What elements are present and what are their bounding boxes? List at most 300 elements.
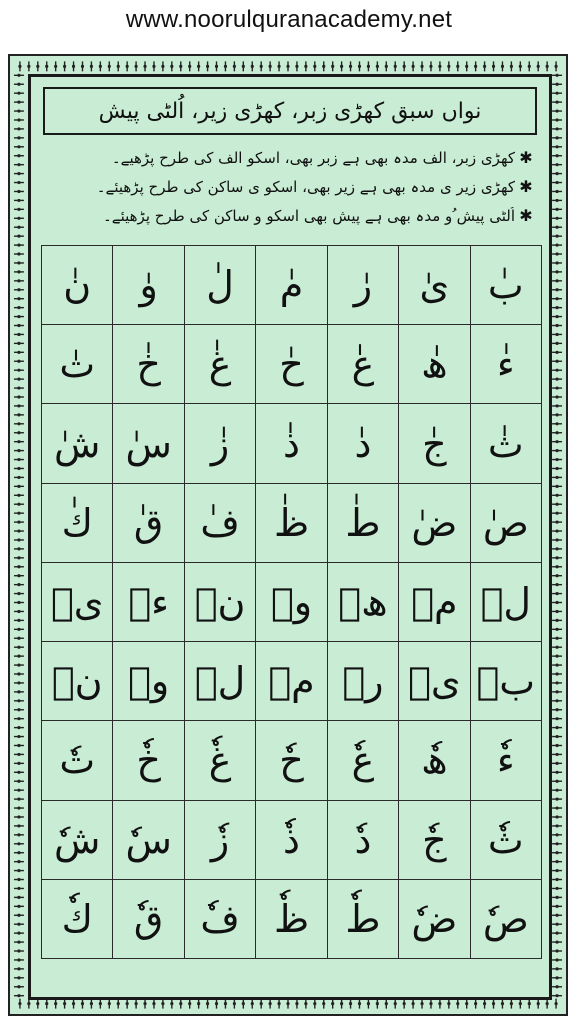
border-ornament-mark [143, 61, 146, 71]
letter-cell: كٗ [42, 880, 113, 959]
border-ornament-mark [295, 61, 298, 71]
border-ornament-mark [552, 324, 562, 327]
border-ornament-mark [197, 61, 200, 71]
lesson-title-box [43, 87, 537, 135]
border-ornament-mark [14, 681, 24, 684]
border-ornament-mark [552, 806, 562, 809]
border-ornament-mark [552, 842, 562, 845]
border-ornament-mark [99, 61, 102, 71]
border-ornament-mark [14, 208, 24, 211]
border-ornament-mark [14, 485, 24, 488]
border-ornament-mark [14, 663, 24, 666]
border-ornament-mark [14, 288, 24, 291]
letter-cell: بٖ [471, 642, 542, 721]
lesson-title: نواں سبق کھڑی زبر، کھڑی زیر، اُلٹی پیش [98, 98, 482, 124]
border-ornament-mark [14, 726, 24, 729]
border-ornament-mark [552, 279, 562, 282]
border-ornament-mark [14, 556, 24, 559]
border-ornament-mark [552, 619, 562, 622]
border-ornament-mark [14, 896, 24, 899]
border-ornament-mark [438, 999, 441, 1009]
border-ornament-mark [14, 547, 24, 550]
border-ornament-mark [14, 252, 24, 255]
border-ornament-mark [552, 574, 562, 577]
border-ornament-mark [552, 798, 562, 801]
border-ornament-mark [14, 878, 24, 881]
letter-cell: خٰ [113, 325, 184, 404]
border-ornament-mark [552, 529, 562, 532]
border-ornament-mark [552, 681, 562, 684]
border-ornament-mark [465, 999, 468, 1009]
border-ornament-mark [14, 646, 24, 649]
border-ornament-mark [552, 923, 562, 926]
border-ornament-mark [447, 999, 450, 1009]
border-ornament-mark [304, 61, 307, 71]
border-ornament-mark [403, 999, 406, 1009]
letter-cell: ھٖ [328, 563, 399, 642]
border-ornament-mark [14, 118, 24, 121]
border-ornament-mark [14, 914, 24, 917]
border-ornament-mark [14, 860, 24, 863]
border-ornament-mark [552, 154, 562, 157]
border-ornament-mark [403, 61, 406, 71]
border-ornament-mark [14, 476, 24, 479]
border-ornament-mark [14, 762, 24, 765]
asterisk-bullet-icon: ✱ [519, 148, 533, 167]
border-ornament-mark [14, 940, 24, 943]
letter-cell: وٖ [113, 642, 184, 721]
border-ornament-mark [552, 395, 562, 398]
border-ornament-mark [36, 999, 39, 1009]
border-ornament-mark [14, 708, 24, 711]
border-ornament-mark [14, 592, 24, 595]
lesson-rules [43, 143, 537, 230]
border-ornament-mark [197, 999, 200, 1009]
border-ornament-mark [552, 440, 562, 443]
border-ornament-mark [54, 999, 57, 1009]
border-ornament-mark [552, 690, 562, 693]
border-ornament-mark [546, 61, 549, 71]
border-ornament-mark [376, 61, 379, 71]
border-ornament-mark [552, 261, 562, 264]
border-ornament-mark [14, 824, 24, 827]
border-ornament-mark [552, 610, 562, 613]
border-ornament-mark [14, 163, 24, 166]
border-ornament-mark [170, 999, 173, 1009]
border-ornament-mark [552, 369, 562, 372]
border-ornament-mark [14, 610, 24, 613]
border-ornament-mark [552, 672, 562, 675]
border-ornament-mark [552, 449, 562, 452]
border-ornament-mark [14, 619, 24, 622]
border-ornament-mark [14, 512, 24, 515]
border-ornament-mark [135, 999, 138, 1009]
border-ornament-mark [14, 83, 24, 86]
border-ornament-mark [552, 753, 562, 756]
border-ornament-mark [552, 708, 562, 711]
border-ornament-mark [552, 360, 562, 363]
border-ornament-mark [14, 369, 24, 372]
border-ornament-mark [552, 744, 562, 747]
border-ornament-mark [474, 999, 477, 1009]
letter-cell: ھٰ [399, 325, 470, 404]
border-ornament-mark [14, 923, 24, 926]
border-ornament-mark [14, 226, 24, 229]
border-ornament-mark [14, 199, 24, 202]
border-ornament-mark [552, 940, 562, 943]
border-ornament-mark [552, 127, 562, 130]
border-ornament-mark [14, 789, 24, 792]
border-ornament-mark [206, 999, 209, 1009]
border-ornament-mark [552, 315, 562, 318]
letter-cell: صٗ [471, 880, 542, 959]
border-ornament-mark [420, 999, 423, 1009]
border-ornament-mark [340, 999, 343, 1009]
border-ornament-mark [552, 780, 562, 783]
letter-cell: غٰ [185, 325, 256, 404]
letter-cell: دٗ [328, 801, 399, 880]
border-ornament-mark [170, 61, 173, 71]
border-ornament-mark [108, 999, 111, 1009]
border-ornament-mark [420, 61, 423, 71]
border-ornament-mark [552, 958, 562, 961]
border-ornament-mark [552, 83, 562, 86]
border-ornament-mark [552, 869, 562, 872]
border-ornament-mark [552, 431, 562, 434]
border-ornament-mark [492, 999, 495, 1009]
letters-grid [41, 245, 542, 959]
border-ornament-mark [552, 824, 562, 827]
border-ornament-mark [552, 860, 562, 863]
border-ornament-mark [552, 949, 562, 952]
border-ornament-mark [554, 999, 557, 1009]
border-ornament-mark [233, 61, 236, 71]
border-ornament-mark [501, 999, 504, 1009]
border-ornament-mark [161, 61, 164, 71]
border-ornament-mark [14, 851, 24, 854]
letter-cell: حٗ [256, 721, 327, 800]
border-ornament-mark [322, 999, 325, 1009]
border-ornament-mark [552, 646, 562, 649]
border-ornament-mark [552, 101, 562, 104]
border-ornament-mark [385, 999, 388, 1009]
border-ornament-mark [552, 297, 562, 300]
border-ornament-mark [14, 985, 24, 988]
border-ornament-mark [14, 74, 24, 77]
border-ornament-mark [552, 994, 562, 997]
rule-text: کھڑی زبر، الف مدہ بھی ہے زبر بھی، اسکو الف کی طرح پڑھیے۔ [111, 148, 515, 167]
rule-text: اُلٹی پیش ُو مدہ بھی ہے پیش بھی اسکو و ساکن کی طرح پڑھیئے۔ [103, 206, 515, 225]
border-ornament-mark [14, 521, 24, 524]
border-ornament-mark [552, 235, 562, 238]
border-ornament-mark [14, 315, 24, 318]
border-ornament-mark [14, 261, 24, 264]
border-ornament-mark [224, 999, 227, 1009]
border-ornament-mark [510, 999, 513, 1009]
border-ornament-mark [552, 833, 562, 836]
border-ornament-mark [313, 999, 316, 1009]
border-ornament-mark [447, 61, 450, 71]
letter-cell: جٗ [399, 801, 470, 880]
border-ornament-mark [552, 252, 562, 255]
letter-cell: ثٰ [471, 404, 542, 483]
border-ornament-mark [552, 243, 562, 246]
border-ornament-mark [552, 190, 562, 193]
border-ornament-mark [14, 360, 24, 363]
border-ornament-mark [233, 999, 236, 1009]
letter-cell: تٰ [42, 325, 113, 404]
border-ornament-mark [242, 999, 245, 1009]
asterisk-bullet-icon: ✱ [519, 177, 533, 196]
border-ornament-mark [14, 235, 24, 238]
border-ornament-mark [269, 999, 272, 1009]
border-ornament-mark [135, 61, 138, 71]
border-ornament-mark [552, 663, 562, 666]
border-ornament-mark [474, 61, 477, 71]
letter-cell: طٗ [328, 880, 399, 959]
letter-cell: جٰ [399, 404, 470, 483]
border-ornament-mark [552, 109, 562, 112]
border-ornament-mark [27, 999, 30, 1009]
letter-cell: مٖ [256, 642, 327, 721]
border-ornament-mark [552, 717, 562, 720]
letter-cell: غٗ [185, 721, 256, 800]
border-ornament-mark [552, 208, 562, 211]
rule-item [43, 143, 537, 172]
border-ornament-mark [552, 136, 562, 139]
border-ornament-mark [331, 61, 334, 71]
border-ornament-mark [552, 217, 562, 220]
letter-cell: یٖ [399, 642, 470, 721]
letter-cell: خٗ [113, 721, 184, 800]
border-ornament-mark [537, 61, 540, 71]
letter-cell: بٰ [471, 246, 542, 325]
border-ornament-mark [456, 61, 459, 71]
border-ornament-mark [552, 726, 562, 729]
border-ornament-mark [552, 815, 562, 818]
border-ornament-mark [72, 61, 75, 71]
lesson-page-frame [8, 54, 568, 1016]
asterisk-bullet-icon: ✱ [519, 206, 533, 225]
border-ornament-mark [14, 467, 24, 470]
border-ornament-mark [14, 798, 24, 801]
letter-cell: ذٗ [256, 801, 327, 880]
border-ornament-mark [224, 61, 227, 71]
border-ornament-mark [552, 628, 562, 631]
border-ornament-mark [552, 145, 562, 148]
letter-cell: ءٗ [471, 721, 542, 800]
border-ornament-mark [14, 699, 24, 702]
border-ornament-mark [179, 61, 182, 71]
border-ornament-mark [552, 172, 562, 175]
border-ornament-mark [14, 690, 24, 693]
border-ornament-mark [72, 999, 75, 1009]
border-ornament-mark [14, 342, 24, 345]
border-ornament-mark [14, 869, 24, 872]
border-ornament-mark [14, 735, 24, 738]
border-ornament-mark [14, 565, 24, 568]
border-ornament-mark [429, 61, 432, 71]
border-ornament-mark [552, 351, 562, 354]
border-ornament-mark [152, 999, 155, 1009]
letter-cell: فٗ [185, 880, 256, 959]
letter-cell: قٗ [113, 880, 184, 959]
letter-cell: ثٗ [471, 801, 542, 880]
border-ornament-mark [18, 999, 21, 1009]
border-ornament-mark [117, 61, 120, 71]
border-ornament-mark [552, 333, 562, 336]
border-ornament-mark [552, 386, 562, 389]
letter-cell: یٖ [42, 563, 113, 642]
letter-cell: كٰ [42, 484, 113, 563]
border-ornament-mark [14, 422, 24, 425]
border-ornament-mark [14, 601, 24, 604]
border-ornament-mark [188, 999, 191, 1009]
border-ornament-mark [14, 136, 24, 139]
border-ornament-mark [552, 422, 562, 425]
letter-cell: نٖ [185, 563, 256, 642]
border-ornament-mark [537, 999, 540, 1009]
border-ornament-mark [552, 932, 562, 935]
border-ornament-mark [215, 999, 218, 1009]
border-ornament-mark [519, 999, 522, 1009]
rule-item [43, 201, 537, 230]
border-ornament-mark [552, 914, 562, 917]
border-ornament-mark [552, 288, 562, 291]
letter-cell: نٰ [42, 246, 113, 325]
border-ornament-mark [528, 61, 531, 71]
letter-cell: رٖ [328, 642, 399, 721]
border-ornament-mark [14, 109, 24, 112]
border-ornament-mark [286, 999, 289, 1009]
border-ornament-mark [269, 61, 272, 71]
border-ornament-mark [14, 270, 24, 273]
border-ornament-mark [14, 994, 24, 997]
border-ornament-mark [14, 574, 24, 577]
border-ornament-mark [277, 999, 280, 1009]
border-ornament-mark [14, 672, 24, 675]
border-ornament-mark [14, 628, 24, 631]
border-ornament-mark [179, 999, 182, 1009]
border-ornament-mark [394, 61, 397, 71]
border-ornament-mark [552, 199, 562, 202]
border-ornament-mark [14, 404, 24, 407]
border-ornament-mark [108, 61, 111, 71]
border-ornament-mark [340, 61, 343, 71]
border-ornament-mark [81, 999, 84, 1009]
border-ornament-mark [14, 655, 24, 658]
border-ornament-mark [215, 61, 218, 71]
border-ornament-mark [206, 61, 209, 71]
border-ornament-mark [99, 999, 102, 1009]
border-ornament-mark [14, 92, 24, 95]
border-ornament-mark [14, 958, 24, 961]
border-ornament-mark [552, 896, 562, 899]
rule-item [43, 172, 537, 201]
border-ornament-mark [552, 851, 562, 854]
border-ornament-mark [14, 217, 24, 220]
border-ornament-mark [528, 999, 531, 1009]
border-ornament-mark [552, 976, 562, 979]
border-ornament-mark [81, 61, 84, 71]
border-ornament-mark [14, 529, 24, 532]
letter-cell: ظٰ [256, 484, 327, 563]
site-url: www.noorulquranacademy.net [125, 6, 453, 33]
border-ornament-mark [552, 512, 562, 515]
border-ornament-mark [304, 999, 307, 1009]
border-ornament-mark [322, 61, 325, 71]
border-ornament-mark [90, 999, 93, 1009]
border-ornament-mark [552, 476, 562, 479]
border-ornament-mark [14, 431, 24, 434]
border-ornament-mark [412, 61, 415, 71]
border-ornament-mark [438, 61, 441, 71]
border-ornament-mark [552, 592, 562, 595]
border-ornament-mark [188, 61, 191, 71]
border-ornament-mark [552, 74, 562, 77]
border-ornament-mark [552, 538, 562, 541]
border-ornament-mark [14, 494, 24, 497]
letter-cell: حٰ [256, 325, 327, 404]
border-ornament-mark [552, 458, 562, 461]
border-ornament-mark [14, 744, 24, 747]
border-ornament-mark [260, 999, 263, 1009]
border-ornament-mark [63, 999, 66, 1009]
letter-cell: فٰ [185, 484, 256, 563]
border-ornament-mark [552, 503, 562, 506]
letter-cell: سٰ [113, 404, 184, 483]
border-ornament-mark [14, 324, 24, 327]
letter-cell: عٗ [328, 721, 399, 800]
letter-cell: لٖ [471, 563, 542, 642]
border-ornament-mark [552, 601, 562, 604]
border-ornament-mark [552, 270, 562, 273]
border-ornament-mark [152, 61, 155, 71]
letter-cell: نٖ [42, 642, 113, 721]
border-ornament-mark [358, 61, 361, 71]
border-ornament-mark [552, 985, 562, 988]
border-ornament-mark [552, 118, 562, 121]
border-ornament-mark [552, 967, 562, 970]
border-ornament-mark [367, 61, 370, 71]
border-ornament-mark [552, 521, 562, 524]
border-ornament-mark [14, 637, 24, 640]
border-ornament-mark [456, 999, 459, 1009]
border-ornament-mark [552, 655, 562, 658]
border-ornament-mark [313, 61, 316, 71]
border-ornament-mark [14, 458, 24, 461]
border-ornament-mark [14, 815, 24, 818]
letter-cell: یٰ [399, 246, 470, 325]
border-ornament-mark [412, 999, 415, 1009]
border-ornament-mark [552, 565, 562, 568]
border-ornament-mark [349, 61, 352, 71]
border-ornament-mark [552, 789, 562, 792]
border-ornament-mark [552, 226, 562, 229]
border-ornament-mark [14, 771, 24, 774]
border-ornament-mark [14, 887, 24, 890]
letter-cell: عٰ [328, 325, 399, 404]
letter-cell: مٰ [256, 246, 327, 325]
border-ornament-mark [385, 61, 388, 71]
border-ornament-mark [552, 762, 562, 765]
border-ornament-mark [14, 243, 24, 246]
border-ornament-mark [14, 279, 24, 282]
letter-cell: ءٰ [471, 325, 542, 404]
border-ornament-mark [14, 538, 24, 541]
letter-cell: زٰ [185, 404, 256, 483]
letter-cell: دٰ [328, 404, 399, 483]
